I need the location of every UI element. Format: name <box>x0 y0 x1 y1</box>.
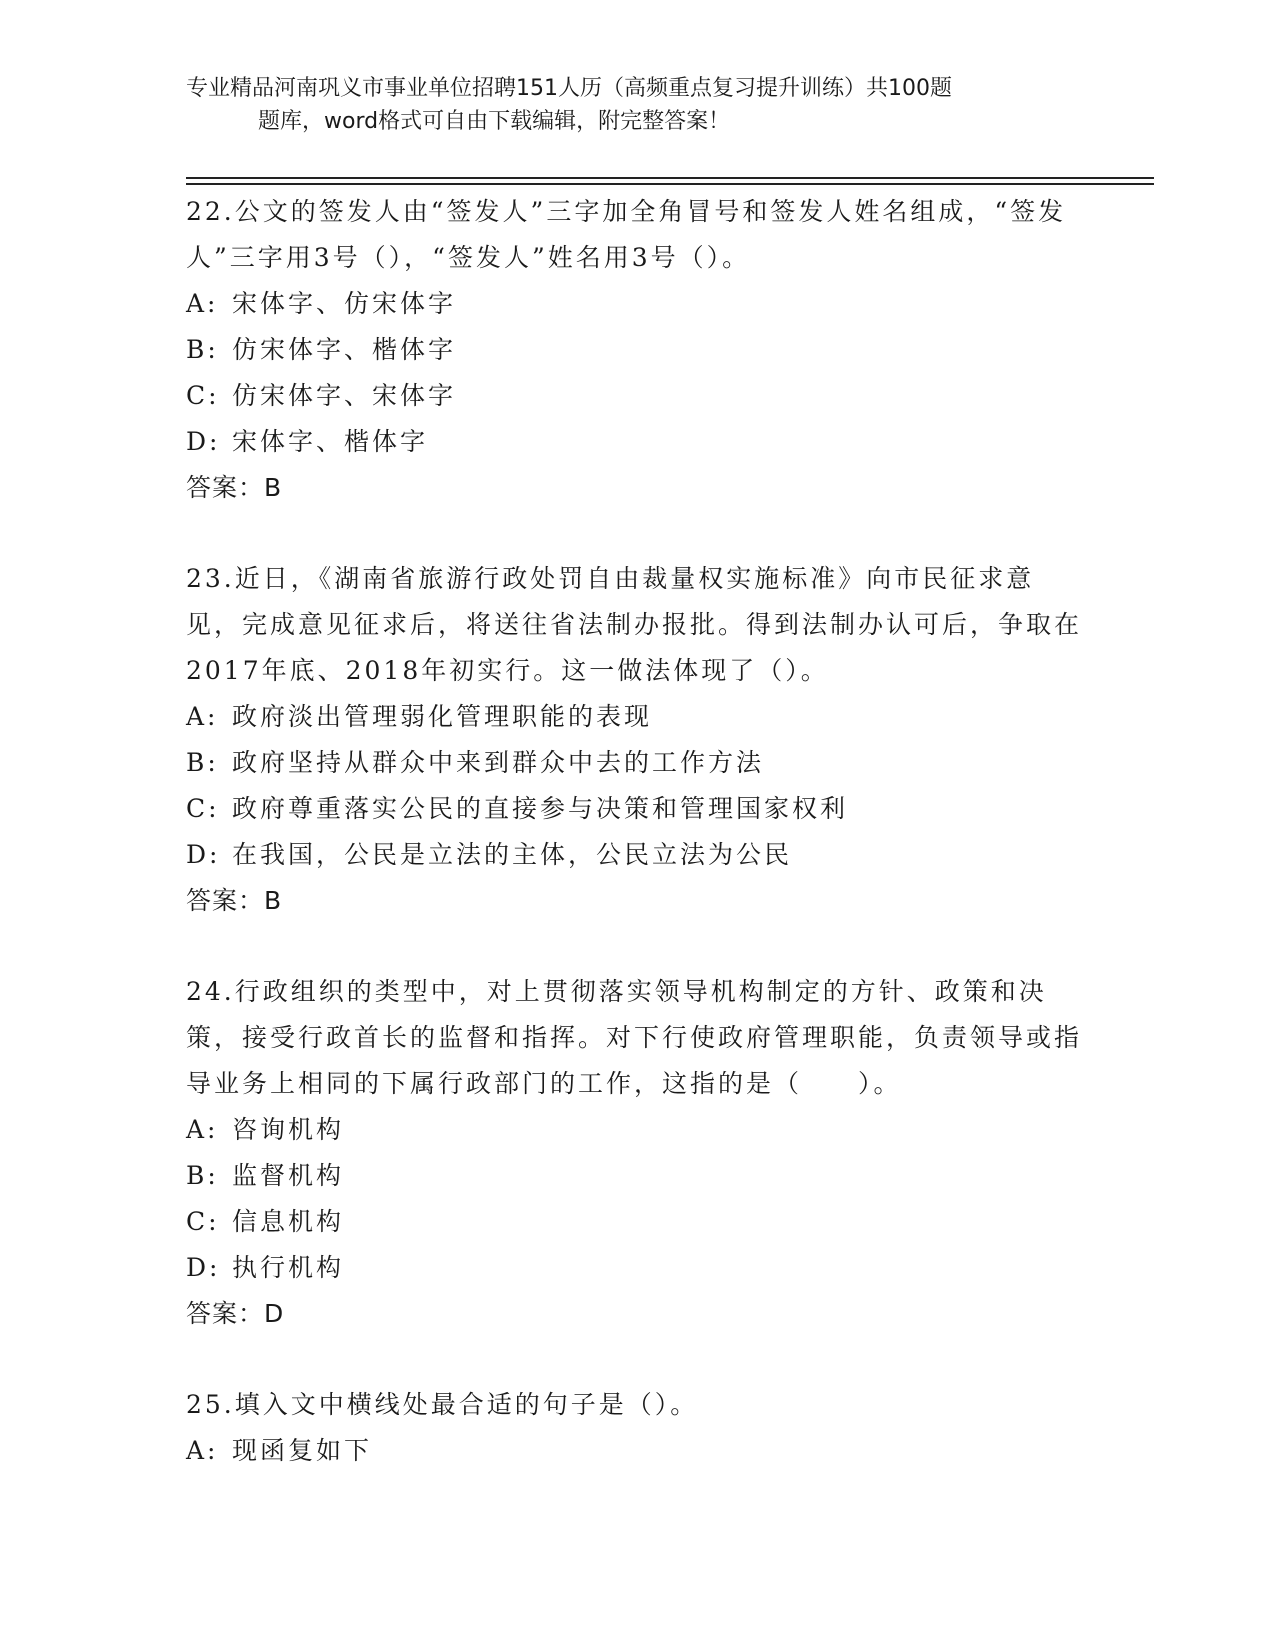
option-d <box>186 1245 1086 1291</box>
answer-line: 答案：B <box>186 886 283 915</box>
option-text: 政府尊重落实公民的直接参与决策和管理国家权利 <box>232 794 849 823</box>
header-divider-top <box>186 177 1154 179</box>
option-letter: D: <box>186 1253 221 1282</box>
option-text: 信息机构 <box>232 1207 345 1236</box>
option-d <box>186 419 1086 465</box>
answer-line: 答案：D <box>186 1299 285 1328</box>
option-letter: B: <box>186 335 219 364</box>
answer-line: 答案：B <box>186 473 283 502</box>
option-b <box>186 327 1086 373</box>
option-letter: B: <box>186 1161 219 1190</box>
document-title-line-2: 题库，word格式可自由下载编辑，附完整答案！ <box>258 109 731 134</box>
option-text: 宋体字、楷体字 <box>232 427 429 456</box>
header-divider-bottom <box>186 183 1154 185</box>
option-letter: C: <box>186 794 220 823</box>
option-letter: A: <box>186 1115 219 1144</box>
option-a <box>186 1428 1086 1474</box>
question-list <box>186 189 1086 1519</box>
option-text: 现函复如下 <box>232 1436 373 1465</box>
option-c <box>186 1199 1086 1245</box>
option-letter: A: <box>186 1436 219 1465</box>
question-text: 24.行政组织的类型中，对上贯彻落实领导机构制定的方针、政策和决策，接受行政首长的监督和指挥。对下行使政府管理职能，负责领导或指导业务上相同的下属行政部门的工作，这指的是（ ）。 <box>186 977 1083 1098</box>
option-text: 仿宋体字、楷体字 <box>232 335 457 364</box>
option-c <box>186 786 1086 832</box>
question-22 <box>186 189 1086 511</box>
option-letter: A: <box>186 289 219 318</box>
option-letter: C: <box>186 1207 220 1236</box>
option-text: 执行机构 <box>232 1253 345 1282</box>
option-text: 监督机构 <box>232 1161 345 1190</box>
question-23 <box>186 556 1086 924</box>
document-header <box>186 72 1086 138</box>
option-letter: D: <box>186 840 221 869</box>
option-text: 在我国，公民是立法的主体，公民立法为公民 <box>232 840 793 869</box>
option-a <box>186 1107 1086 1153</box>
option-b <box>186 740 1086 786</box>
option-text: 仿宋体字、宋体字 <box>232 381 457 410</box>
option-d <box>186 832 1086 878</box>
option-a <box>186 281 1086 327</box>
option-letter: B: <box>186 748 219 777</box>
option-text: 政府淡出管理弱化管理职能的表现 <box>232 702 653 731</box>
question-text: 25.填入文中横线处最合适的句子是（）。 <box>186 1390 699 1419</box>
option-text: 咨询机构 <box>232 1115 345 1144</box>
question-text: 22.公文的签发人由“签发人”三字加全角冒号和签发人姓名组成，“签发人”三字用3号（），“签发人”姓名用3号（）。 <box>186 197 1067 272</box>
option-text: 政府坚持从群众中来到群众中去的工作方法 <box>232 748 765 777</box>
option-text: 宋体字、仿宋体字 <box>232 289 457 318</box>
option-c <box>186 373 1086 419</box>
option-letter: D: <box>186 427 221 456</box>
option-b <box>186 1153 1086 1199</box>
option-letter: C: <box>186 381 220 410</box>
question-24 <box>186 969 1086 1337</box>
document-title-line-1: 专业精品河南巩义市事业单位招聘151人历（高频重点复习提升训练）共100题 <box>186 76 952 101</box>
option-a <box>186 694 1086 740</box>
question-text: 23.近日，《湖南省旅游行政处罚自由裁量权实施标准》向市民征求意见，完成意见征求后，将送往省法制办报批。得到法制办认可后，争取在2017年底、2018年初实行。这一做法体现了（）。 <box>186 564 1083 685</box>
question-25 <box>186 1382 1086 1474</box>
option-letter: A: <box>186 702 219 731</box>
